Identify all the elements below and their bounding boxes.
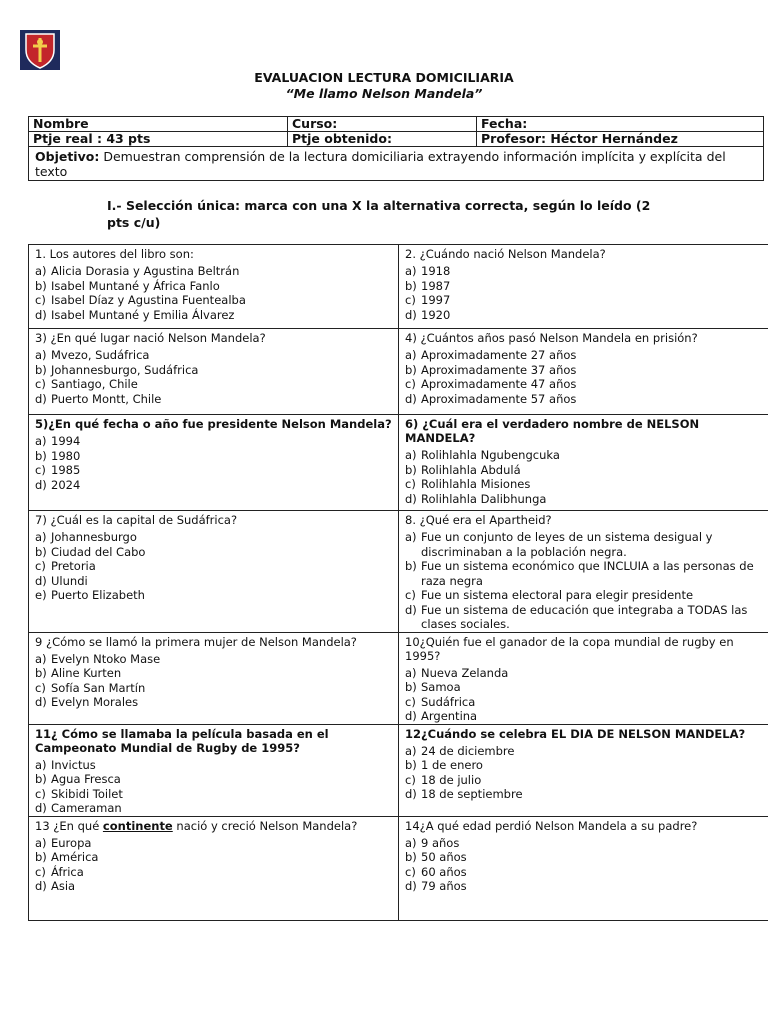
option-letter: b) xyxy=(405,758,417,772)
answer-option[interactable] xyxy=(405,377,762,392)
answer-option[interactable] xyxy=(35,279,392,294)
question-2 xyxy=(399,245,768,329)
option-letter: b) xyxy=(35,666,47,680)
option-text: 1918 xyxy=(421,264,451,278)
option-text: Asia xyxy=(51,879,76,893)
option-text: Fue un sistema económico que INCLUIA a las personas de raza negra xyxy=(421,559,754,588)
answer-option[interactable] xyxy=(35,758,392,773)
answer-option[interactable] xyxy=(35,850,392,865)
questions-table xyxy=(28,244,768,921)
option-text: Skibidi Toilet xyxy=(51,786,123,801)
option-text: Isabel Muntané y África Fanlo xyxy=(51,278,220,293)
option-letter: c) xyxy=(35,463,46,477)
answer-option[interactable] xyxy=(35,293,392,308)
question-11 xyxy=(29,724,399,816)
answer-option[interactable] xyxy=(35,478,392,493)
nombre-field[interactable]: Nombre xyxy=(29,117,288,132)
section-instruction: I.- Selección única: marca con una X la alternativa correcta, según lo leído (2 pts c/u) xyxy=(107,198,651,230)
option-letter: c) xyxy=(405,588,416,602)
answer-option[interactable] xyxy=(35,545,392,560)
answer-option[interactable] xyxy=(35,836,392,851)
question-6 xyxy=(399,415,768,511)
answer-option[interactable] xyxy=(35,530,392,545)
option-letter: c) xyxy=(405,477,416,491)
option-letter: c) xyxy=(35,680,46,695)
answer-option[interactable] xyxy=(35,463,392,478)
question-text xyxy=(35,819,392,833)
option-text: Fue un conjunto de leyes de un sistema desigual y discriminaban a la población negra. xyxy=(421,530,713,559)
answer-option[interactable] xyxy=(405,773,762,788)
option-text: Evelyn Morales xyxy=(51,695,139,709)
option-text: Aproximadamente 47 años xyxy=(421,377,577,391)
answer-option[interactable] xyxy=(35,363,392,378)
answer-option[interactable] xyxy=(35,695,392,710)
answer-option[interactable] xyxy=(35,652,392,667)
option-letter: d) xyxy=(35,573,47,588)
question-text: 1. Los autores del libro son: xyxy=(35,247,194,261)
option-text: Rolihlahla Dalibhunga xyxy=(421,491,547,506)
option-letter: e) xyxy=(35,588,47,602)
option-letter: c) xyxy=(35,293,46,307)
option-text: Samoa xyxy=(421,680,461,694)
option-text: 2024 xyxy=(51,477,81,492)
option-text: Johannesburgo, Sudáfrica xyxy=(51,362,199,377)
option-letter: b) xyxy=(405,278,417,293)
option-letter: a) xyxy=(35,835,47,850)
question-8 xyxy=(399,511,768,633)
question-text: 10¿Quién fue el ganador de la copa mundial de rugby en 1995? xyxy=(405,634,734,663)
answer-option[interactable] xyxy=(405,293,762,308)
question-1 xyxy=(29,245,399,329)
option-letter: b) xyxy=(35,772,47,786)
option-text: Europa xyxy=(51,835,92,850)
question-10 xyxy=(399,632,768,724)
objetivo-text: Demuestran comprensión de la lectura domiciliaria extrayendo información implícita y explícita del texto xyxy=(35,149,726,179)
school-crest-logo xyxy=(18,28,62,72)
question-text: 5)¿En qué fecha o año fue presidente Nelson Mandela? xyxy=(35,417,392,431)
option-text: 1985 xyxy=(51,463,81,477)
answer-option[interactable] xyxy=(405,695,762,710)
option-letter: c) xyxy=(35,786,46,801)
option-text: Aproximadamente 37 años xyxy=(421,362,577,377)
question-text: 9 ¿Cómo se llamó la primera mujer de Nelson Mandela? xyxy=(35,634,357,649)
question-text: 12¿Cuándo se celebra EL DIA DE NELSON MANDELA? xyxy=(405,726,746,741)
option-letter: c) xyxy=(405,377,416,391)
answer-option[interactable] xyxy=(405,680,762,695)
answer-option[interactable] xyxy=(35,434,392,449)
answer-option[interactable] xyxy=(405,363,762,378)
curso-field[interactable]: Curso: xyxy=(288,117,477,132)
ptje-obtenido-field[interactable]: Ptje obtenido: xyxy=(288,132,477,147)
answer-option[interactable] xyxy=(35,801,392,816)
option-letter: b) xyxy=(35,544,47,559)
question-text: 3) ¿En qué lugar nació Nelson Mandela? xyxy=(35,331,266,345)
answer-option[interactable] xyxy=(35,264,392,279)
option-text: 24 de diciembre xyxy=(421,743,515,758)
question-text-emphasis: continente xyxy=(102,818,173,833)
profesor: Profesor: Héctor Hernández xyxy=(477,132,764,147)
ptje-real: Ptje real : 43 pts xyxy=(29,132,288,147)
question-13 xyxy=(29,816,399,920)
option-letter: c) xyxy=(35,864,46,879)
answer-option[interactable] xyxy=(35,392,392,407)
answer-option[interactable] xyxy=(35,787,392,802)
option-text: Evelyn Ntoko Mase xyxy=(51,651,161,666)
question-14 xyxy=(399,816,768,920)
option-letter: a) xyxy=(35,530,47,544)
document-title: EVALUACION LECTURA DOMICILIARIA xyxy=(254,70,514,85)
objetivo xyxy=(29,147,764,181)
objetivo-label: Objetivo: xyxy=(35,149,100,164)
option-text: 79 años xyxy=(421,879,467,893)
option-text: Aproximadamente 27 años xyxy=(421,348,577,362)
answer-option[interactable] xyxy=(405,709,762,724)
answer-option[interactable] xyxy=(35,879,392,894)
option-letter: c) xyxy=(405,772,416,787)
option-letter: b) xyxy=(405,559,417,573)
question-9 xyxy=(29,632,399,724)
option-letter: d) xyxy=(35,391,47,406)
option-letter: b) xyxy=(35,362,47,377)
option-text: Fue un sistema de educación que integraba a TODAS las clases sociales. xyxy=(421,602,748,631)
answer-option[interactable] xyxy=(35,588,392,603)
answer-option[interactable] xyxy=(405,477,762,492)
answer-option[interactable] xyxy=(35,449,392,464)
option-text: 60 años xyxy=(421,864,467,879)
option-text: Rolihlahla Ngubengcuka xyxy=(421,448,560,462)
option-text: 9 años xyxy=(421,835,460,850)
option-letter: a) xyxy=(405,530,417,544)
option-text: Sudáfrica xyxy=(421,694,476,709)
option-letter: a) xyxy=(405,835,417,850)
option-letter: a) xyxy=(35,434,47,448)
option-text: Aproximadamente 57 años xyxy=(421,391,577,406)
option-text: Pretoria xyxy=(51,559,96,573)
option-text: Rolihlahla Abdulá xyxy=(421,462,521,477)
option-text: 1980 xyxy=(51,448,81,463)
option-text: Alicia Dorasia y Agustina Beltrán xyxy=(51,264,240,278)
answer-option[interactable] xyxy=(35,772,392,787)
answer-option[interactable] xyxy=(35,559,392,574)
answer-option[interactable] xyxy=(35,574,392,589)
question-text: 7) ¿Cuál es la capital de Sudáfrica? xyxy=(35,513,238,527)
question-text: 8. ¿Qué era el Apartheid? xyxy=(405,513,552,527)
answer-option[interactable] xyxy=(405,348,762,363)
answer-option[interactable] xyxy=(405,588,762,603)
option-letter: a) xyxy=(405,665,417,680)
option-text: Rolihlahla Misiones xyxy=(421,477,531,491)
question-text-part: nació y creció Nelson Mandela? xyxy=(172,818,358,833)
option-letter: a) xyxy=(35,651,47,666)
answer-option[interactable] xyxy=(405,758,762,773)
option-letter: a) xyxy=(35,757,47,772)
option-letter: b) xyxy=(405,850,417,864)
document-subtitle: “Me llamo Nelson Mandela” xyxy=(285,86,483,101)
answer-option[interactable] xyxy=(405,559,762,588)
option-text: América xyxy=(51,850,99,864)
option-text: 1920 xyxy=(421,307,451,322)
option-letter: d) xyxy=(35,801,47,815)
question-5 xyxy=(29,415,399,511)
option-text: Aline Kurten xyxy=(51,666,122,680)
option-text: Invictus xyxy=(51,757,96,772)
option-text: 1997 xyxy=(421,293,451,307)
option-letter: d) xyxy=(405,787,417,801)
question-12 xyxy=(399,724,768,816)
option-letter: b) xyxy=(405,462,417,477)
option-text: 18 de julio xyxy=(421,772,482,787)
answer-option[interactable] xyxy=(405,463,762,478)
answer-option[interactable] xyxy=(35,308,392,323)
answer-option[interactable] xyxy=(405,787,762,802)
option-letter: c) xyxy=(35,559,46,573)
option-letter: c) xyxy=(405,293,416,307)
option-text: Johannesburgo xyxy=(51,530,137,544)
question-7 xyxy=(29,511,399,633)
answer-option[interactable] xyxy=(405,279,762,294)
option-letter: d) xyxy=(35,477,47,492)
answer-option[interactable] xyxy=(35,865,392,880)
option-text: Santiago, Chile xyxy=(51,377,138,391)
question-text: 11¿ Cómo se llamaba la película basada en el Campeonato Mundial de Rugby de 1995? xyxy=(35,726,329,755)
answer-option[interactable] xyxy=(35,681,392,696)
option-text: 50 años xyxy=(421,850,467,864)
option-text: Nueva Zelanda xyxy=(421,665,509,680)
question-text: 2. ¿Cuándo nació Nelson Mandela? xyxy=(405,247,606,261)
answer-option[interactable] xyxy=(405,879,762,894)
answer-option[interactable] xyxy=(405,836,762,851)
answer-option[interactable] xyxy=(35,377,392,392)
option-text: Mvezo, Sudáfrica xyxy=(51,348,150,362)
question-4 xyxy=(399,329,768,415)
option-letter: b) xyxy=(405,680,417,694)
answer-option[interactable] xyxy=(35,348,392,363)
answer-option[interactable] xyxy=(405,308,762,323)
option-text: Argentina xyxy=(421,709,478,723)
question-3 xyxy=(29,329,399,415)
option-letter: d) xyxy=(35,879,47,893)
question-text: 4) ¿Cuántos años pasó Nelson Mandela en prisión? xyxy=(405,331,698,345)
option-text: África xyxy=(51,864,84,879)
answer-option[interactable] xyxy=(405,850,762,865)
option-text: Sofía San Martín xyxy=(51,680,146,695)
answer-option[interactable] xyxy=(405,603,762,632)
option-text: Agua Fresca xyxy=(51,772,121,786)
option-text: 1994 xyxy=(51,434,81,448)
option-letter: b) xyxy=(35,850,47,864)
question-text: 14¿A qué edad perdió Nelson Mandela a su padre? xyxy=(405,818,698,833)
option-text: Cameraman xyxy=(51,801,122,815)
answer-option[interactable] xyxy=(405,530,762,559)
option-letter: b) xyxy=(35,278,47,293)
option-text: Ulundi xyxy=(51,573,88,588)
option-letter: d) xyxy=(405,879,417,893)
option-text: 1 de enero xyxy=(421,758,483,772)
option-letter: b) xyxy=(405,362,417,377)
option-letter: d) xyxy=(35,307,47,322)
option-text: 18 de septiembre xyxy=(421,787,523,801)
option-letter: c) xyxy=(405,694,416,709)
option-text: Puerto Elizabeth xyxy=(51,588,145,602)
option-letter: a) xyxy=(405,743,417,758)
option-letter: d) xyxy=(405,709,417,723)
option-text: Isabel Díaz y Agustina Fuentealba xyxy=(51,293,246,307)
option-letter: d) xyxy=(405,307,417,322)
option-text: Ciudad del Cabo xyxy=(51,544,146,559)
answer-option[interactable] xyxy=(405,448,762,463)
option-text: 1987 xyxy=(421,278,451,293)
option-letter: a) xyxy=(35,348,47,362)
option-letter: a) xyxy=(405,264,417,278)
option-text: Fue un sistema electoral para elegir presidente xyxy=(421,588,694,602)
option-letter: a) xyxy=(405,348,417,362)
question-text-part: 13 ¿En qué xyxy=(35,818,103,833)
answer-option[interactable] xyxy=(405,264,762,279)
answer-option[interactable] xyxy=(405,666,762,681)
option-letter: c) xyxy=(35,377,46,391)
option-letter: d) xyxy=(405,602,417,617)
answer-option[interactable] xyxy=(405,744,762,759)
answer-option[interactable] xyxy=(35,666,392,681)
option-letter: d) xyxy=(405,391,417,406)
answer-option[interactable] xyxy=(405,865,762,880)
option-letter: a) xyxy=(405,448,417,462)
answer-option[interactable] xyxy=(405,492,762,507)
question-text: 6) ¿Cuál era el verdadero nombre de NELSON MANDELA? xyxy=(405,417,700,445)
option-letter: b) xyxy=(35,448,47,463)
option-text: Puerto Montt, Chile xyxy=(51,391,162,406)
option-letter: a) xyxy=(35,264,47,278)
option-letter: c) xyxy=(405,864,416,879)
option-letter: d) xyxy=(35,695,47,709)
fecha-field[interactable]: Fecha: xyxy=(477,117,764,132)
option-letter: d) xyxy=(405,491,417,506)
student-info-table xyxy=(28,116,764,181)
option-text: Isabel Muntané y Emilia Álvarez xyxy=(51,307,235,322)
answer-option[interactable] xyxy=(405,392,762,407)
